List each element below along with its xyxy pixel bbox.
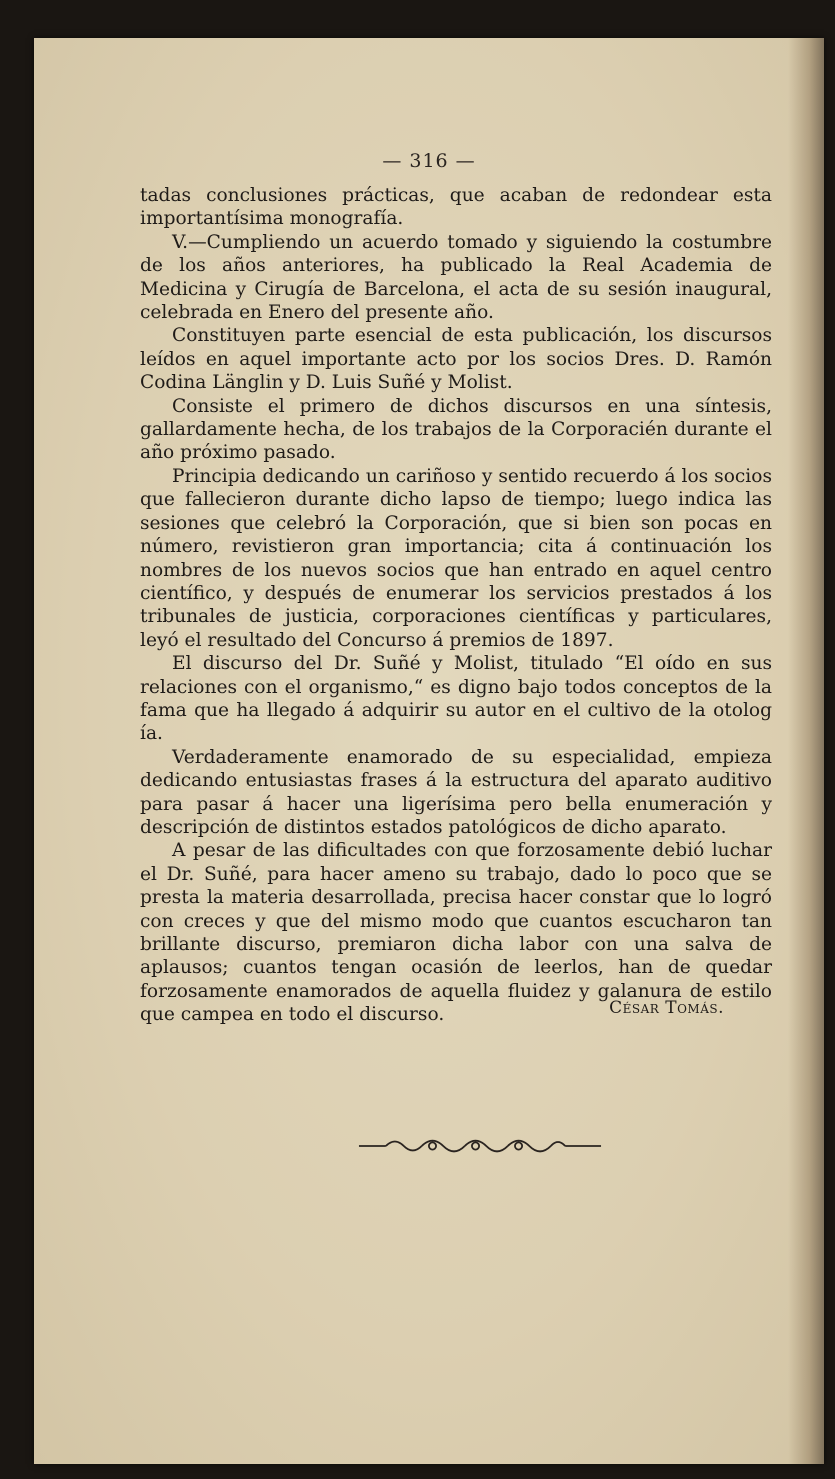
paragraph-6: El discurso del Dr. Suñé y Molist, titulado “El oído en sus relaciones con el organismo,“ es digno bajo todos conceptos de la fama que ha llegado á adquirir su autor en el cultivo de la otolog ía. bbox=[140, 653, 772, 745]
paragraph-4: Consiste el primero de dichos discursos en una síntesis, gallardamente hecha, de los trabajos de la Corporacién durante el año próximo pasado. bbox=[140, 395, 772, 464]
paragraph-7: Verdaderamente enamorado de su especialidad, empieza dedicando entusiastas frases á la estructura del aparato auditivo para pasar á hacer una ligerísima pero bella enumeración y descripción de distintos estados patológicos de dicho aparato. bbox=[140, 746, 772, 838]
paragraph-2: V.—Cumpliendo un acuerdo tomado y siguiendo la costumbre de los años anteriores, ha publicado la Real Academia de Medicina y Cirugía de Barcelona, el acta de su sesión inaugural, celebrada en Enero del presente año. bbox=[140, 231, 772, 324]
paragraph-1: tadas conclusiones prácticas, que acaban de redondear esta importantísima monografía. bbox=[140, 185, 772, 230]
book-page bbox=[34, 38, 824, 1464]
page-edge-shadow bbox=[788, 38, 824, 1464]
signature: César Tomás. bbox=[609, 998, 724, 1018]
paragraph-8: A pesar de las dificultades con que forzosamente debió luchar el Dr. Suñé, para hacer ameno su trabajo, dado lo poco que se presta la materia desarrollada, precisa hacer constar que lo logró con creces y que del mismo modo que cuantos escucharon tan brillante discurso, premiaron dicha labor con una salva de aplausos; cuantos tengan ocasión de leerlos, han de quedar forzosamente enamorados de aquella fluidez y galanura de estilo que campea en todo el discurso. bbox=[140, 840, 772, 1026]
page-number: — 316 — bbox=[382, 150, 476, 172]
paragraph-3: Constituyen parte esencial de esta publicación, los discursos leídos en aquel importante acto por los socios Dres. D. Ramón Codina Länglin y D. Luis Suñé y Molist. bbox=[140, 325, 772, 394]
decorative-ornament bbox=[350, 1128, 610, 1164]
body-text bbox=[140, 184, 772, 1027]
paragraph-5: Principia dedicando un cariñoso y sentido recuerdo á los socios que fallecieron durante dicho lapso de tiempo; luego indica las sesiones que celebró la Corporación, que si bien son pocas en número, revistieron gran importancia; cita á continuación los nombres de los nuevos socios que han entrado en aquel centro científico, y después de enumerar los servicios prestados á los tribunales de justicia, corporaciones científicas y particulares, leyó el resultado del Concurso á premios de 1897. bbox=[140, 465, 772, 651]
